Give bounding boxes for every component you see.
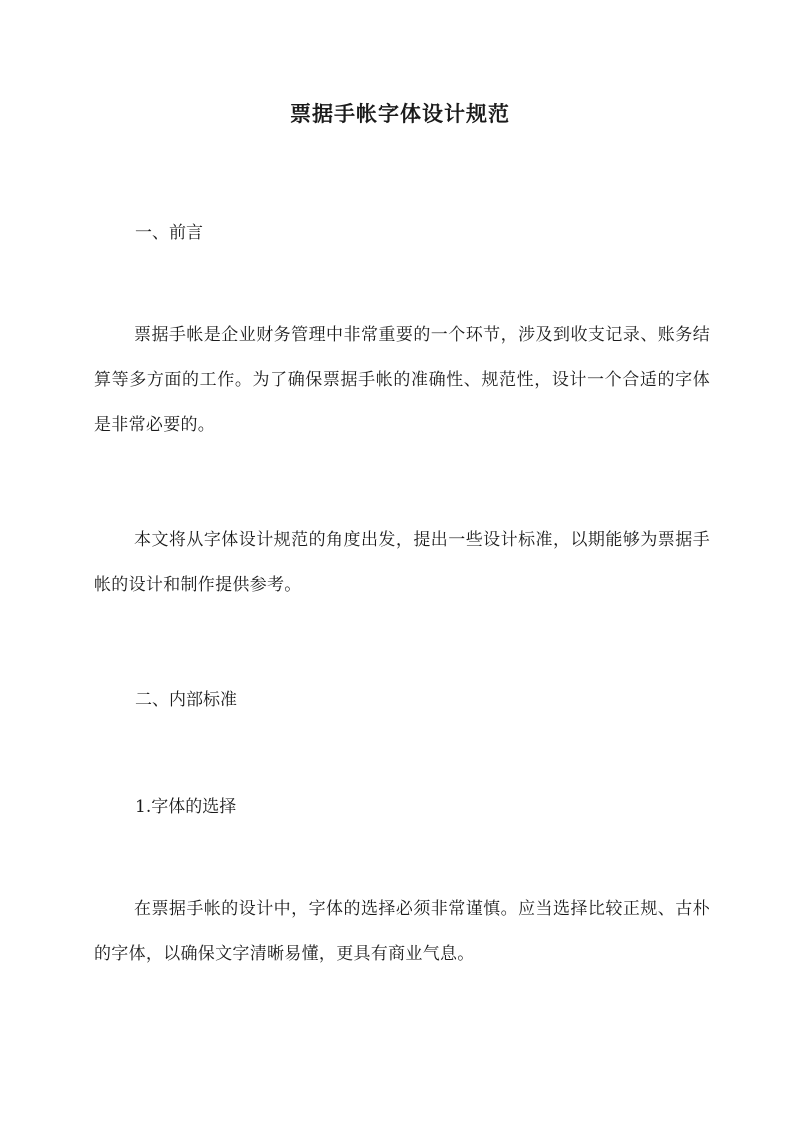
document-title: 票据手帐字体设计规范 [290, 101, 510, 126]
sub-heading-font-choice: 1.字体的选择 [135, 797, 237, 817]
paragraph-font-choice-1: 在票据手帐的设计中，字体的选择必须非常谨慎。应当选择比较正规、古朴的字体，以确保文字清晰易懂，更具有商业气息。 [94, 899, 710, 964]
paragraph-preface-1: 票据手帐是企业财务管理中非常重要的一个环节，涉及到收支记录、账务结算等多方面的工作。为了确保票据手帐的准确性、规范性，设计一个合适的字体是非常必要的。 [94, 325, 710, 435]
paragraph-preface-2: 本文将从字体设计规范的角度出发，提出一些设计标准，以期能够为票据手帐的设计和制作提供参考。 [94, 530, 710, 595]
section-heading-preface: 一、前言 [135, 223, 203, 243]
section-heading-internal: 二、内部标准 [135, 690, 237, 710]
